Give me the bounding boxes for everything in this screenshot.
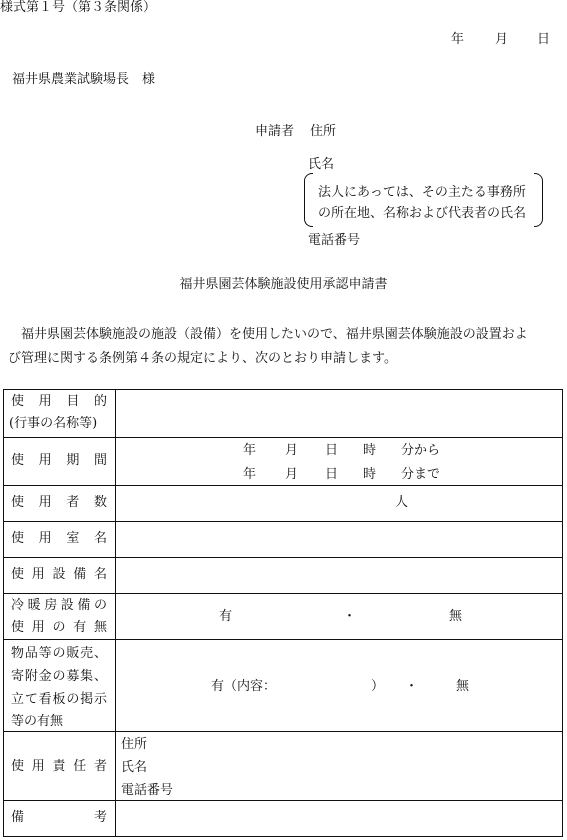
label-char: 使 [11,453,25,468]
label-char: の [66,692,80,707]
label-char: 数 [93,495,107,510]
label-char: 間 [93,453,107,468]
label-char: 用 [38,531,52,546]
label-char: て [24,692,38,707]
label-char: 設 [52,567,66,582]
label-char: 任 [73,759,87,774]
label-char: 用 [31,567,45,582]
label-char: 用 [38,453,52,468]
sales-no: 無 [456,679,470,694]
sales-label-line2 [11,669,107,685]
label-char: 冷 [11,598,25,613]
application-table [3,389,563,837]
purpose-label [11,394,107,410]
table-column-divider [115,389,116,837]
equipment-label [11,567,107,583]
date-year-label: 年 [451,32,465,47]
period-end-month: 月 [285,467,299,482]
table-border-bottom [3,836,563,837]
period-start-year: 年 [243,443,257,458]
manager-label [11,759,107,775]
label-char: 、 [93,669,107,684]
period-start-month: 月 [285,443,299,458]
manager-address-label: 住所 [121,737,148,752]
period-start-hour: 時 [363,443,377,458]
label-char: 立 [11,692,25,707]
label-char: 目 [66,394,80,409]
label-char: 使 [11,531,25,546]
row-divider [3,485,563,486]
room-field[interactable] [116,522,562,557]
corporate-note-line1: 法人にあっては、その主たる事務所 [318,185,526,200]
label-char: 用 [31,620,45,635]
label-char: 板 [52,692,66,707]
label-char: 房 [44,598,58,613]
label-char: の [93,598,107,613]
label-char: 備 [11,810,25,825]
row-divider [3,593,563,594]
table-border-right [562,389,563,837]
label-char: 使 [11,394,25,409]
label-char: の [52,669,66,684]
label-char: 無 [93,620,107,635]
label-char: 品 [24,646,38,661]
applicant-title: 申請者 [255,124,295,139]
corporate-note-line2: の所在地、名称および代表者の氏名 [318,206,527,221]
label-char: 物 [11,646,25,661]
right-brace-icon [534,173,543,227]
label-char: 期 [66,453,80,468]
label-char: 集 [80,669,94,684]
label-char: 寄 [11,669,25,684]
body-line-2: び管理に関する条例第４条の規定により、次のとおり申請します。 [8,351,397,366]
label-char: 使 [11,759,25,774]
date-day-label: 日 [537,32,551,47]
row-divider [3,731,563,732]
applicant-address-label: 住所 [310,124,337,139]
users-label [11,495,107,511]
label-char: 使 [11,495,25,510]
label-char: 室 [66,531,80,546]
period-end-year: 年 [243,467,257,482]
aircon-dot: ・ [343,609,357,624]
period-label [11,453,107,469]
aircon-label-line1 [11,598,107,614]
label-char: 責 [52,759,66,774]
label-char: 使 [11,567,25,582]
addressee: 福井県農業試験場長 様 [12,72,156,87]
label-char: 使 [11,620,25,635]
sales-label-line4: 等の有無 [11,714,64,729]
label-char: 附 [24,669,38,684]
label-char: 名 [93,567,107,582]
label-char: 掲 [80,692,94,707]
label-char: 備 [73,567,87,582]
body-line-1: 福井県園芸体験施設の施設（設備）を使用したいので、福井県園芸体験施設の設置およ [8,327,528,342]
label-char: 的 [93,394,107,409]
label-char: 販 [66,646,80,661]
label-char: 備 [77,598,91,613]
label-char: 看 [38,692,52,707]
label-char: 用 [31,759,45,774]
aircon-label-line2 [11,620,107,636]
label-char: 暖 [27,598,41,613]
label-char: の [52,646,66,661]
aircon-no: 無 [449,609,463,624]
period-end-day: 日 [325,467,339,482]
label-char: 有 [73,620,87,635]
period-end-hour: 時 [363,467,377,482]
room-label [11,531,107,547]
applicant-phone-label: 電話番号 [308,233,361,248]
document-title: 福井県園芸体験施設使用承認申請書 [179,277,388,292]
label-char: 用 [38,394,52,409]
period-start-day: 日 [325,443,339,458]
purpose-field[interactable] [116,390,562,437]
sales-dot: ・ [405,679,419,694]
label-char: 用 [38,495,52,510]
label-char: 売 [80,646,94,661]
form-number: 様式第１号（第３条関係） [0,0,157,15]
remarks-field[interactable] [116,801,562,836]
table-border-left [3,389,4,837]
remarks-label [11,810,107,826]
period-start-minute: 分から [401,443,441,458]
label-char: の [52,620,66,635]
label-char: 等 [38,646,52,661]
sales-label-line1 [11,646,107,662]
row-divider [3,639,563,640]
manager-phone-label: 電話番号 [121,783,174,798]
row-divider [3,437,563,438]
label-char: 金 [38,669,52,684]
date-month-label: 月 [495,32,509,47]
label-char: 名 [93,531,107,546]
period-end-minute: 分まで [401,467,441,482]
equipment-field[interactable] [116,558,562,593]
sales-label-line3 [11,692,107,708]
label-char: 者 [66,495,80,510]
sales-close-paren: ） [371,679,385,694]
label-char: 設 [60,598,74,613]
left-brace-icon [304,173,313,227]
aircon-yes: 有 [219,609,233,624]
label-char: 募 [66,669,80,684]
users-unit: 人 [395,495,409,510]
purpose-sublabel: (行事の名称等) [9,416,98,431]
label-char: 、 [93,646,107,661]
applicant-name-label: 氏名 [308,157,335,172]
sales-yes: 有（内容： [211,679,277,694]
label-char: 考 [93,810,107,825]
label-char: 示 [93,692,107,707]
manager-name-label: 氏名 [121,760,148,775]
label-char: 者 [93,759,107,774]
